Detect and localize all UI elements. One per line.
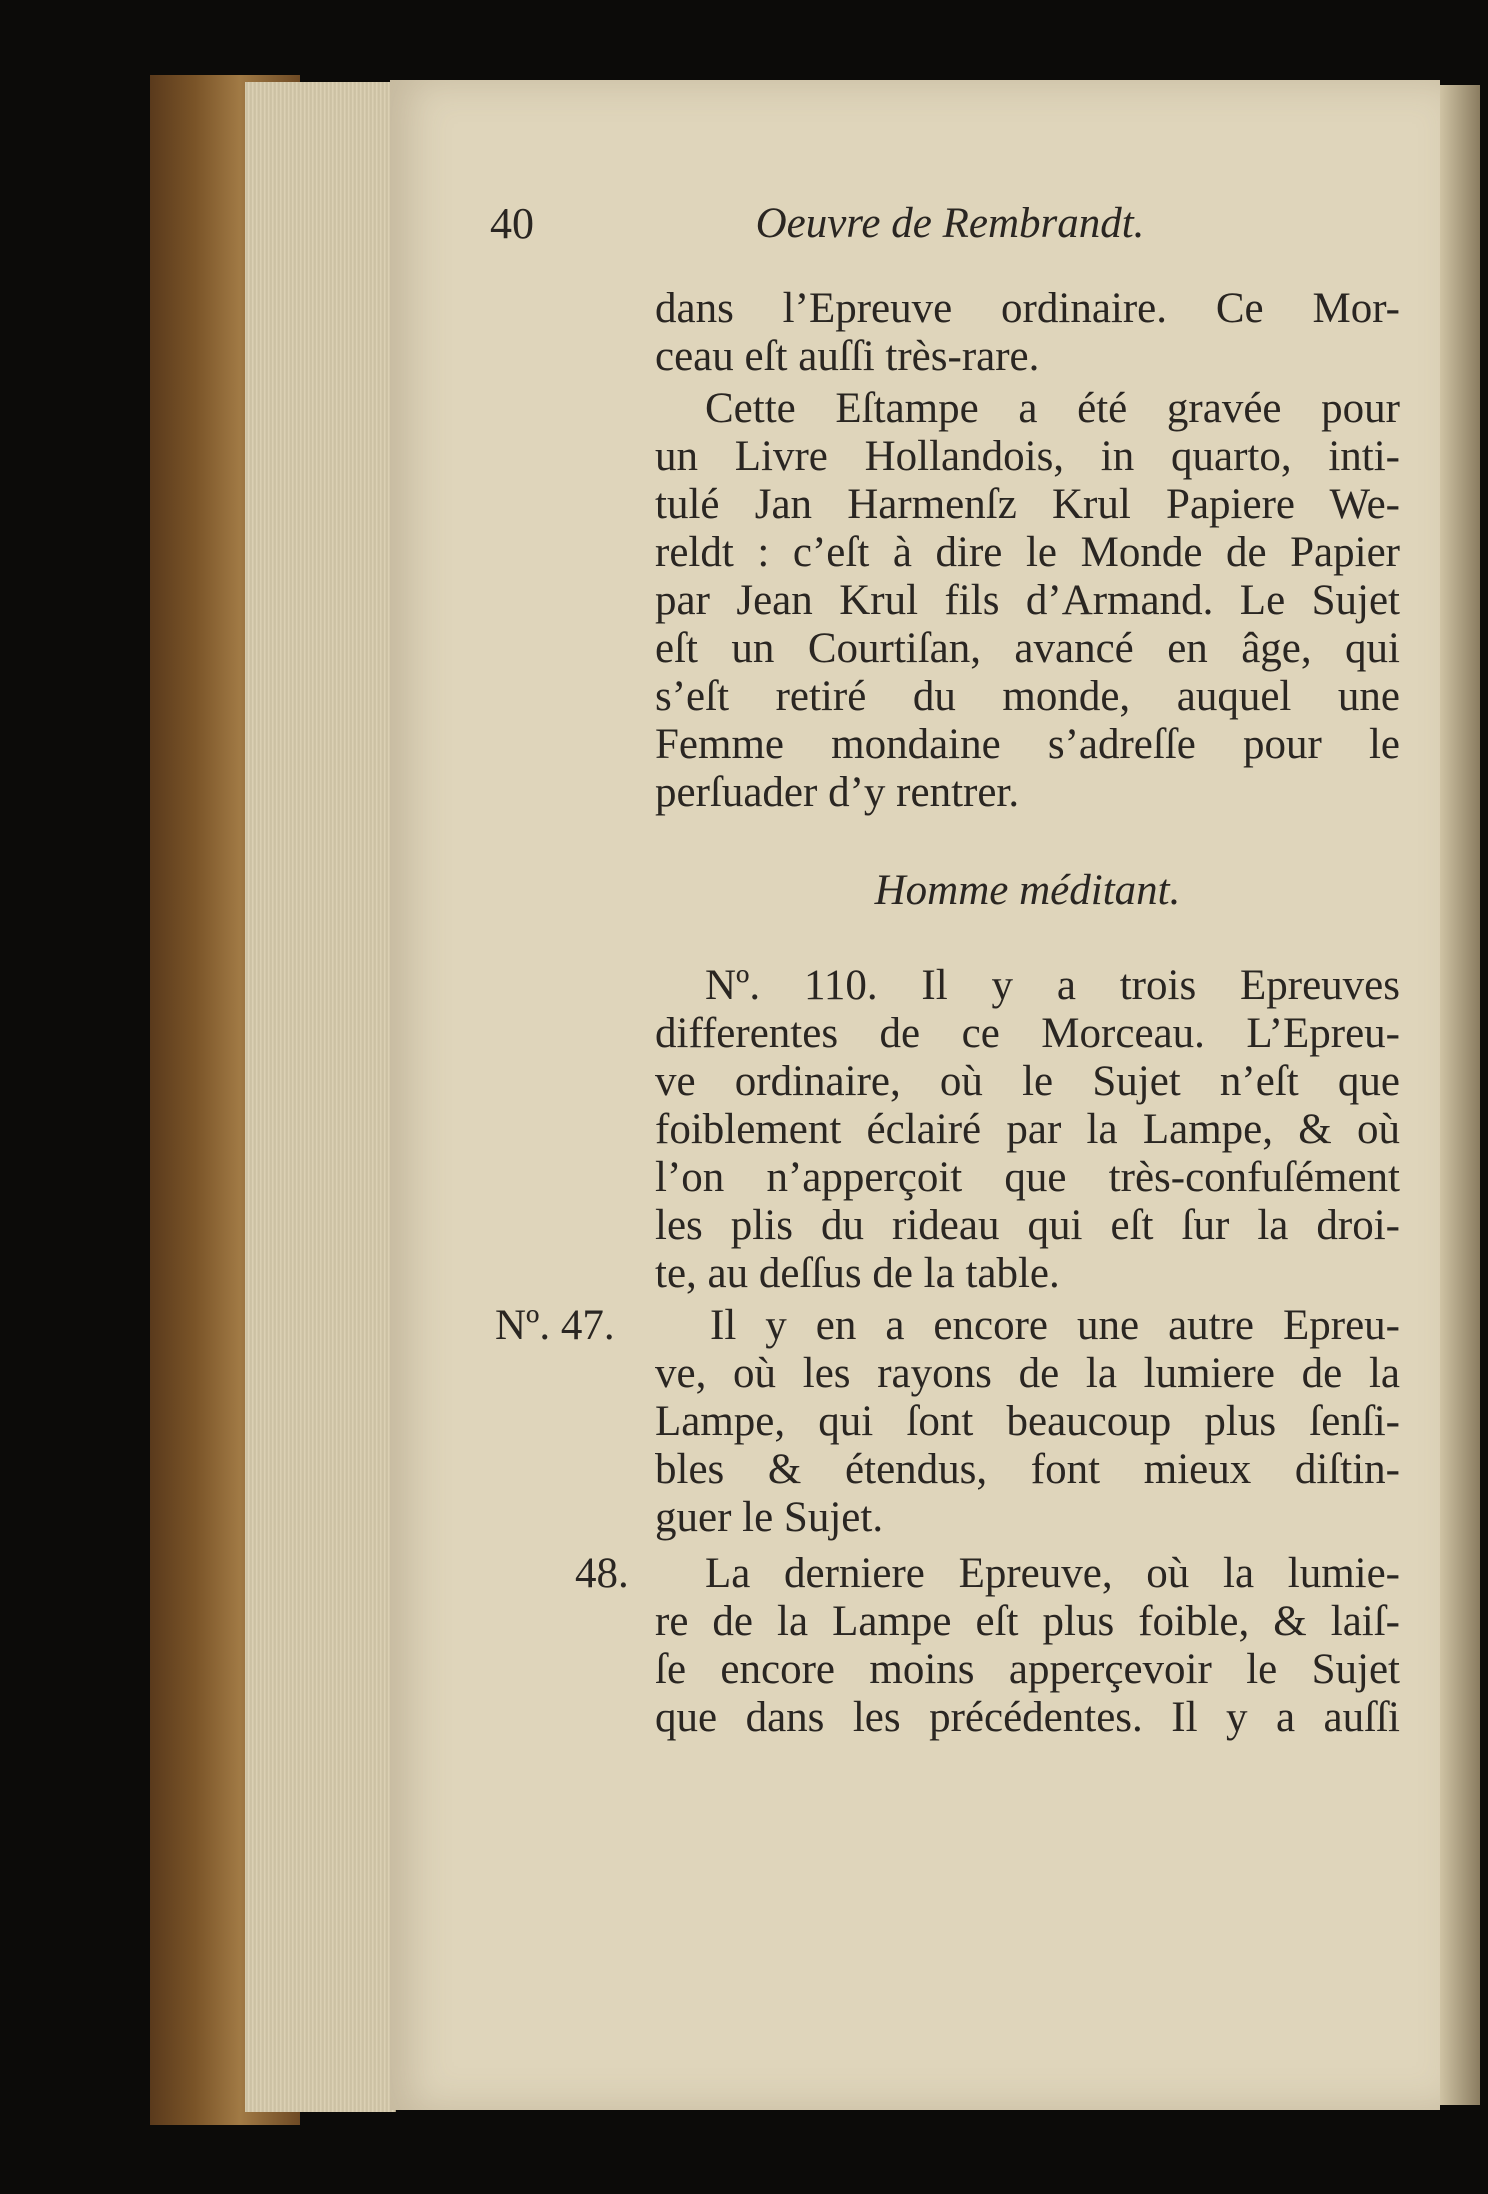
line-9: s’eſt retiré du monde, auquel une: [655, 673, 1400, 720]
line-8: eſt un Courtiſan, avancé en âge, qui: [655, 625, 1400, 672]
line-12: Nº. 110. Il y a trois Epreuves: [705, 962, 1400, 1009]
margin-number-47: Nº. 47.: [495, 1302, 615, 1349]
section-title: Homme méditant.: [874, 867, 1181, 914]
line-13: differentes de ce Morceau. L’Epreu-: [655, 1010, 1400, 1057]
line-24: La derniere Epreuve, où la lumie-: [705, 1550, 1400, 1597]
line-19: Il y en a encore une autre Epreu-: [710, 1302, 1400, 1349]
line-14: ve ordinaire, où le Sujet n’eſt que: [655, 1058, 1400, 1105]
page-stack-edge: [245, 82, 396, 2112]
line-20: ve, où les rayons de la lumiere de la: [655, 1350, 1400, 1397]
line-23: guer le Sujet.: [655, 1494, 884, 1541]
line-4: un Livre Hollandois, in quarto, inti-: [655, 433, 1400, 480]
page-number: 40: [490, 199, 534, 248]
line-18: te, au deſſus de la table.: [655, 1250, 1060, 1297]
line-10: Femme mondaine s’adreſſe pour le: [655, 721, 1400, 768]
line-2: ceau eſt auſſi très-rare.: [655, 333, 1040, 380]
running-head: Oeuvre de Rembrandt.: [755, 200, 1145, 247]
line-25: re de la Lampe eſt plus foible, & laiſ-: [655, 1598, 1400, 1645]
margin-number-48: 48.: [575, 1550, 629, 1597]
line-7: par Jean Krul fils d’Armand. Le Sujet: [655, 577, 1400, 624]
book-right-edge: [1440, 85, 1480, 2105]
line-16: l’on n’apperçoit que très-confuſément: [655, 1154, 1400, 1201]
line-26: ſe encore moins apperçevoir le Sujet: [655, 1646, 1400, 1693]
line-5: tulé Jan Harmenſz Krul Papiere We-: [655, 481, 1400, 528]
line-15: foiblement éclairé par la Lampe, & où: [655, 1106, 1400, 1153]
line-11: perſuader d’y rentrer.: [655, 769, 1020, 816]
line-21: Lampe, qui ſont beaucoup plus ſenſi-: [655, 1398, 1400, 1445]
line-17: les plis du rideau qui eſt ſur la droi-: [655, 1202, 1400, 1249]
line-6: reldt : c’eſt à dire le Monde de Papier: [655, 529, 1400, 576]
line-27: que dans les précédentes. Il y a auſſi: [655, 1694, 1400, 1741]
line-1: dans l’Epreuve ordinaire. Ce Mor-: [655, 285, 1400, 332]
line-3: Cette Eſtampe a été gravée pour: [705, 385, 1400, 432]
line-22: bles & étendus, font mieux diſtin-: [655, 1446, 1400, 1493]
